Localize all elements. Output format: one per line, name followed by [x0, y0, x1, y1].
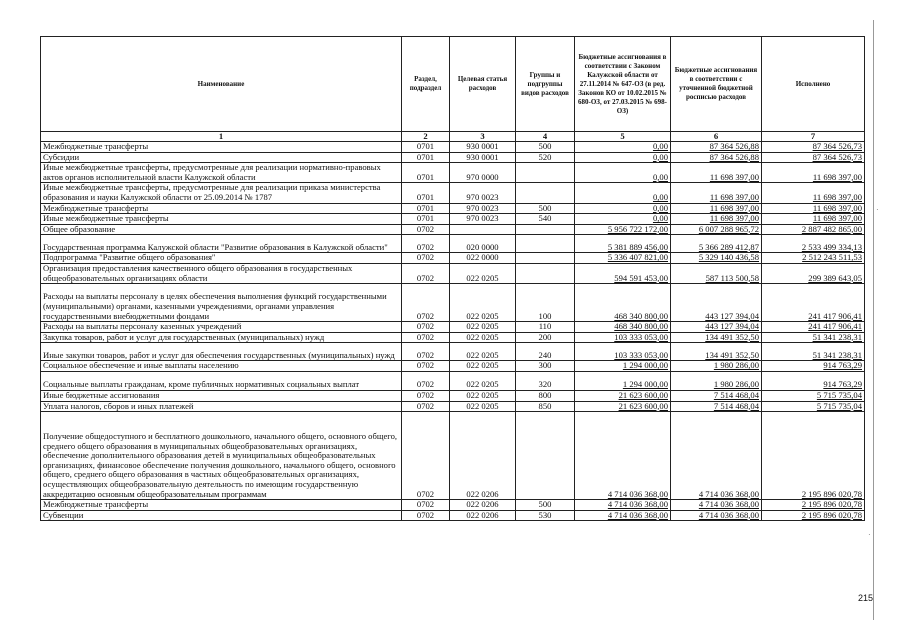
- cell-name: Межбюджетные трансферты: [41, 500, 402, 511]
- cell-name: Субвенции: [41, 510, 402, 521]
- table-row: [41, 390, 865, 401]
- table-row: [41, 224, 865, 235]
- table-row: [41, 284, 865, 322]
- cell-executed-amount: 241 417 906,41: [762, 284, 865, 322]
- cell-refined-amount: 4 714 036 368,00: [671, 412, 762, 500]
- cell-name: Подпрограмма "Развитие общего образования": [41, 253, 402, 264]
- cell-refined-amount: 4 714 036 368,00: [671, 500, 762, 511]
- cell-target: 022 0205: [450, 322, 516, 333]
- cell-section: 0702: [402, 401, 450, 412]
- table-body: [41, 142, 865, 521]
- cell-group: 200: [516, 332, 575, 343]
- cell-executed-amount: 11 698 397,00: [762, 214, 865, 225]
- cell-section: 0701: [402, 214, 450, 225]
- cell-section: 0702: [402, 371, 450, 390]
- col-header-section: Раздел, подраздел: [402, 37, 450, 132]
- cell-section: 0702: [402, 510, 450, 521]
- cell-executed-amount: 11 698 397,00: [762, 163, 865, 183]
- cell-group: [516, 253, 575, 264]
- cell-law-amount: 1 294 000,00: [575, 371, 671, 390]
- cell-law-amount: 4 714 036 368,00: [575, 412, 671, 500]
- scan-mark: ·: [876, 205, 879, 214]
- cell-executed-amount: 2 512 243 511,53: [762, 253, 865, 264]
- cell-executed-amount: 2 195 896 020,78: [762, 412, 865, 500]
- cell-law-amount: 594 591 453,00: [575, 263, 671, 283]
- cell-name: Государственная программа Калужской области "Развитие образования в Калужской области": [41, 235, 402, 253]
- cell-refined-amount: 443 127 394,04: [671, 284, 762, 322]
- cell-target: 022 0205: [450, 284, 516, 322]
- page-number: 215: [858, 593, 874, 603]
- cell-section: 0701: [402, 163, 450, 183]
- cell-name: Иные межбюджетные трансферты, предусмотренные для реализации нормативно-правовых актов органов исполнительной власти Калужской области: [41, 163, 402, 183]
- cell-target: 022 0205: [450, 343, 516, 361]
- scan-margin-line: [873, 20, 874, 620]
- cell-section: 0701: [402, 152, 450, 163]
- cell-section: 0702: [402, 390, 450, 401]
- col-number: 7: [762, 132, 865, 142]
- cell-executed-amount: 51 341 238,31: [762, 343, 865, 361]
- cell-executed-amount: 11 698 397,00: [762, 183, 865, 203]
- cell-group: [516, 235, 575, 253]
- cell-section: 0701: [402, 142, 450, 153]
- table-row: [41, 401, 865, 412]
- cell-law-amount: 5 336 407 821,00: [575, 253, 671, 264]
- cell-law-amount: 0,00: [575, 203, 671, 214]
- table-row: [41, 343, 865, 361]
- cell-refined-amount: 5 329 140 436,58: [671, 253, 762, 264]
- cell-law-amount: 468 340 800,00: [575, 284, 671, 322]
- cell-refined-amount: 7 514 468,04: [671, 390, 762, 401]
- cell-law-amount: 0,00: [575, 214, 671, 225]
- cell-name: Иные межбюджетные трансферты: [41, 214, 402, 225]
- cell-executed-amount: 2 195 896 020,78: [762, 500, 865, 511]
- table-row: [41, 371, 865, 390]
- cell-group: 300: [516, 361, 575, 372]
- cell-section: 0702: [402, 500, 450, 511]
- cell-group: 520: [516, 152, 575, 163]
- cell-refined-amount: 11 698 397,00: [671, 183, 762, 203]
- cell-target: 970 0023: [450, 203, 516, 214]
- cell-section: 0702: [402, 332, 450, 343]
- cell-group: 530: [516, 510, 575, 521]
- cell-refined-amount: 587 113 500,58: [671, 263, 762, 283]
- cell-law-amount: 1 294 000,00: [575, 361, 671, 372]
- cell-target: 970 0023: [450, 214, 516, 225]
- cell-executed-amount: 2 533 499 334,13: [762, 235, 865, 253]
- cell-refined-amount: 1 980 286,00: [671, 371, 762, 390]
- cell-name: Уплата налогов, сборов и иных платежей: [41, 401, 402, 412]
- cell-refined-amount: 7 514 468,04: [671, 401, 762, 412]
- cell-target: 022 0205: [450, 263, 516, 283]
- table-row: [41, 361, 865, 372]
- cell-name: Иные закупки товаров, работ и услуг для обеспечения государственных (муниципальных) нужд: [41, 343, 402, 361]
- cell-group: [516, 183, 575, 203]
- cell-executed-amount: 5 715 735,04: [762, 390, 865, 401]
- table-row: [41, 263, 865, 283]
- cell-name: Закупка товаров, работ и услуг для государственных (муниципальных) нужд: [41, 332, 402, 343]
- col-number: 2: [402, 132, 450, 142]
- cell-group: 100: [516, 284, 575, 322]
- cell-target: 020 0000: [450, 235, 516, 253]
- table-row: [41, 253, 865, 264]
- cell-refined-amount: 87 364 526,88: [671, 152, 762, 163]
- table-row: [41, 500, 865, 511]
- cell-target: [450, 224, 516, 235]
- cell-group: 500: [516, 142, 575, 153]
- cell-executed-amount: 5 715 735,04: [762, 401, 865, 412]
- cell-name: Общее образование: [41, 224, 402, 235]
- cell-group: 320: [516, 371, 575, 390]
- table-row: [41, 235, 865, 253]
- cell-refined-amount: 87 364 526,88: [671, 142, 762, 153]
- cell-target: 022 0205: [450, 390, 516, 401]
- cell-refined-amount: 443 127 394,04: [671, 322, 762, 333]
- cell-name: Организация предоставления качественного общего образования в государственных общеобразовательных организациях области: [41, 263, 402, 283]
- cell-name: Расходы на выплаты персоналу казенных учреждений: [41, 322, 402, 333]
- cell-executed-amount: 2 887 482 865,00: [762, 224, 865, 235]
- cell-target: 930 0001: [450, 152, 516, 163]
- cell-name: Иные межбюджетные трансферты, предусмотренные для реализации приказа министерства образования и науки Калужской области от 25.09.2014 № 1787: [41, 183, 402, 203]
- cell-name: Межбюджетные трансферты: [41, 203, 402, 214]
- cell-law-amount: 0,00: [575, 163, 671, 183]
- col-header-refined: Бюджетные ассигнования в соответствии с уточненной бюджетной росписью расходов: [671, 37, 762, 132]
- cell-target: 970 0023: [450, 183, 516, 203]
- table-row: [41, 183, 865, 203]
- cell-section: 0702: [402, 235, 450, 253]
- cell-law-amount: 468 340 800,00: [575, 322, 671, 333]
- cell-name: Межбюджетные трансферты: [41, 142, 402, 153]
- cell-section: 0702: [402, 361, 450, 372]
- column-number-row: [41, 132, 865, 142]
- col-header-executed: Исполнено: [762, 37, 865, 132]
- cell-executed-amount: 51 341 238,31: [762, 332, 865, 343]
- col-header-group: Группы и подгруппы видов расходов: [516, 37, 575, 132]
- cell-executed-amount: 11 698 397,00: [762, 203, 865, 214]
- table-row: [41, 322, 865, 333]
- cell-group: [516, 263, 575, 283]
- table-row: [41, 412, 865, 500]
- cell-executed-amount: 914 763,29: [762, 371, 865, 390]
- table-row: [41, 152, 865, 163]
- cell-name: Получение общедоступного и бесплатного дошкольного, начального общего, основного общего, среднего общего образования в муниципальных общеобразовательных организациях, обеспечение дополнительного образования детей в муниципальных общеобразовательных организациях, финансовое обеспечение получения дошкольного, начального общего, основного общего, среднего общего образования в частных общеобразовательных организациях, осуществляющих общеобразовательную деятельность по имеющим государственную аккредитацию основным общеобразовательным программам: [41, 412, 402, 500]
- cell-executed-amount: 2 195 896 020,78: [762, 510, 865, 521]
- cell-refined-amount: 1 980 286,00: [671, 361, 762, 372]
- table-row: [41, 214, 865, 225]
- table-row: [41, 203, 865, 214]
- cell-refined-amount: 134 491 352,50: [671, 343, 762, 361]
- cell-refined-amount: 5 366 289 412,87: [671, 235, 762, 253]
- cell-executed-amount: 87 364 526,73: [762, 152, 865, 163]
- cell-law-amount: 21 623 600,00: [575, 390, 671, 401]
- cell-group: 850: [516, 401, 575, 412]
- cell-target: 970 0000: [450, 163, 516, 183]
- cell-executed-amount: 241 417 906,41: [762, 322, 865, 333]
- cell-law-amount: 0,00: [575, 142, 671, 153]
- cell-executed-amount: 914 763,29: [762, 361, 865, 372]
- cell-target: 022 0206: [450, 510, 516, 521]
- col-number: 3: [450, 132, 516, 142]
- col-header-target: Целевая статья расходов: [450, 37, 516, 132]
- budget-execution-table: [40, 36, 865, 521]
- table-row: [41, 510, 865, 521]
- cell-section: 0702: [402, 343, 450, 361]
- cell-target: 930 0001: [450, 142, 516, 153]
- cell-target: 022 0205: [450, 361, 516, 372]
- cell-group: [516, 412, 575, 500]
- cell-section: 0702: [402, 224, 450, 235]
- cell-group: [516, 224, 575, 235]
- cell-group: [516, 163, 575, 183]
- cell-refined-amount: 6 007 288 965,72: [671, 224, 762, 235]
- cell-refined-amount: 11 698 397,00: [671, 163, 762, 183]
- cell-law-amount: 5 381 889 456,00: [575, 235, 671, 253]
- cell-target: 022 0205: [450, 371, 516, 390]
- header-row: [41, 37, 865, 132]
- cell-section: 0702: [402, 322, 450, 333]
- cell-law-amount: 21 623 600,00: [575, 401, 671, 412]
- cell-target: 022 0205: [450, 401, 516, 412]
- cell-law-amount: 5 956 722 172,00: [575, 224, 671, 235]
- cell-law-amount: 4 714 036 368,00: [575, 510, 671, 521]
- cell-target: 022 0205: [450, 332, 516, 343]
- cell-law-amount: 0,00: [575, 152, 671, 163]
- cell-name: Социальные выплаты гражданам, кроме публичных нормативных социальных выплат: [41, 371, 402, 390]
- cell-law-amount: 103 333 053,00: [575, 332, 671, 343]
- col-number: 5: [575, 132, 671, 142]
- cell-group: 500: [516, 203, 575, 214]
- cell-name: Субсидии: [41, 152, 402, 163]
- cell-group: 240: [516, 343, 575, 361]
- scan-mark: ·: [868, 530, 871, 539]
- cell-section: 0702: [402, 263, 450, 283]
- cell-law-amount: 4 714 036 368,00: [575, 500, 671, 511]
- table-row: [41, 163, 865, 183]
- cell-group: 500: [516, 500, 575, 511]
- cell-target: 022 0000: [450, 253, 516, 264]
- cell-law-amount: 0,00: [575, 183, 671, 203]
- table-row: [41, 332, 865, 343]
- cell-name: Иные бюджетные ассигнования: [41, 390, 402, 401]
- cell-refined-amount: 4 714 036 368,00: [671, 510, 762, 521]
- cell-executed-amount: 299 389 643,05: [762, 263, 865, 283]
- cell-target: 022 0206: [450, 412, 516, 500]
- col-number: 4: [516, 132, 575, 142]
- cell-section: 0701: [402, 203, 450, 214]
- col-header-name: Наименование: [41, 37, 402, 132]
- cell-section: 0702: [402, 412, 450, 500]
- cell-name: Расходы на выплаты персоналу в целях обеспечения выполнения функций государственными (муниципальными) органами, казенными учреждениями, органами управления государственными внебюджетными фондами: [41, 284, 402, 322]
- cell-refined-amount: 11 698 397,00: [671, 203, 762, 214]
- col-number: 6: [671, 132, 762, 142]
- col-number: 1: [41, 132, 402, 142]
- cell-law-amount: 103 333 053,00: [575, 343, 671, 361]
- cell-group: 540: [516, 214, 575, 225]
- cell-group: 110: [516, 322, 575, 333]
- cell-section: 0702: [402, 253, 450, 264]
- table-row: [41, 142, 865, 153]
- cell-executed-amount: 87 364 526,73: [762, 142, 865, 153]
- cell-section: 0701: [402, 183, 450, 203]
- cell-section: 0702: [402, 284, 450, 322]
- cell-group: 800: [516, 390, 575, 401]
- cell-refined-amount: 11 698 397,00: [671, 214, 762, 225]
- cell-target: 022 0206: [450, 500, 516, 511]
- col-header-law: Бюджетные ассигнования в соответствии с Законом Калужской области от 27.11.2014 № 647-ОЗ (в ред. Законов КО от 10.02.2015 № 680-ОЗ, от 27.03.2015 № 698-ОЗ): [575, 37, 671, 132]
- cell-name: Социальное обеспечение и иные выплаты населению: [41, 361, 402, 372]
- cell-refined-amount: 134 491 352,50: [671, 332, 762, 343]
